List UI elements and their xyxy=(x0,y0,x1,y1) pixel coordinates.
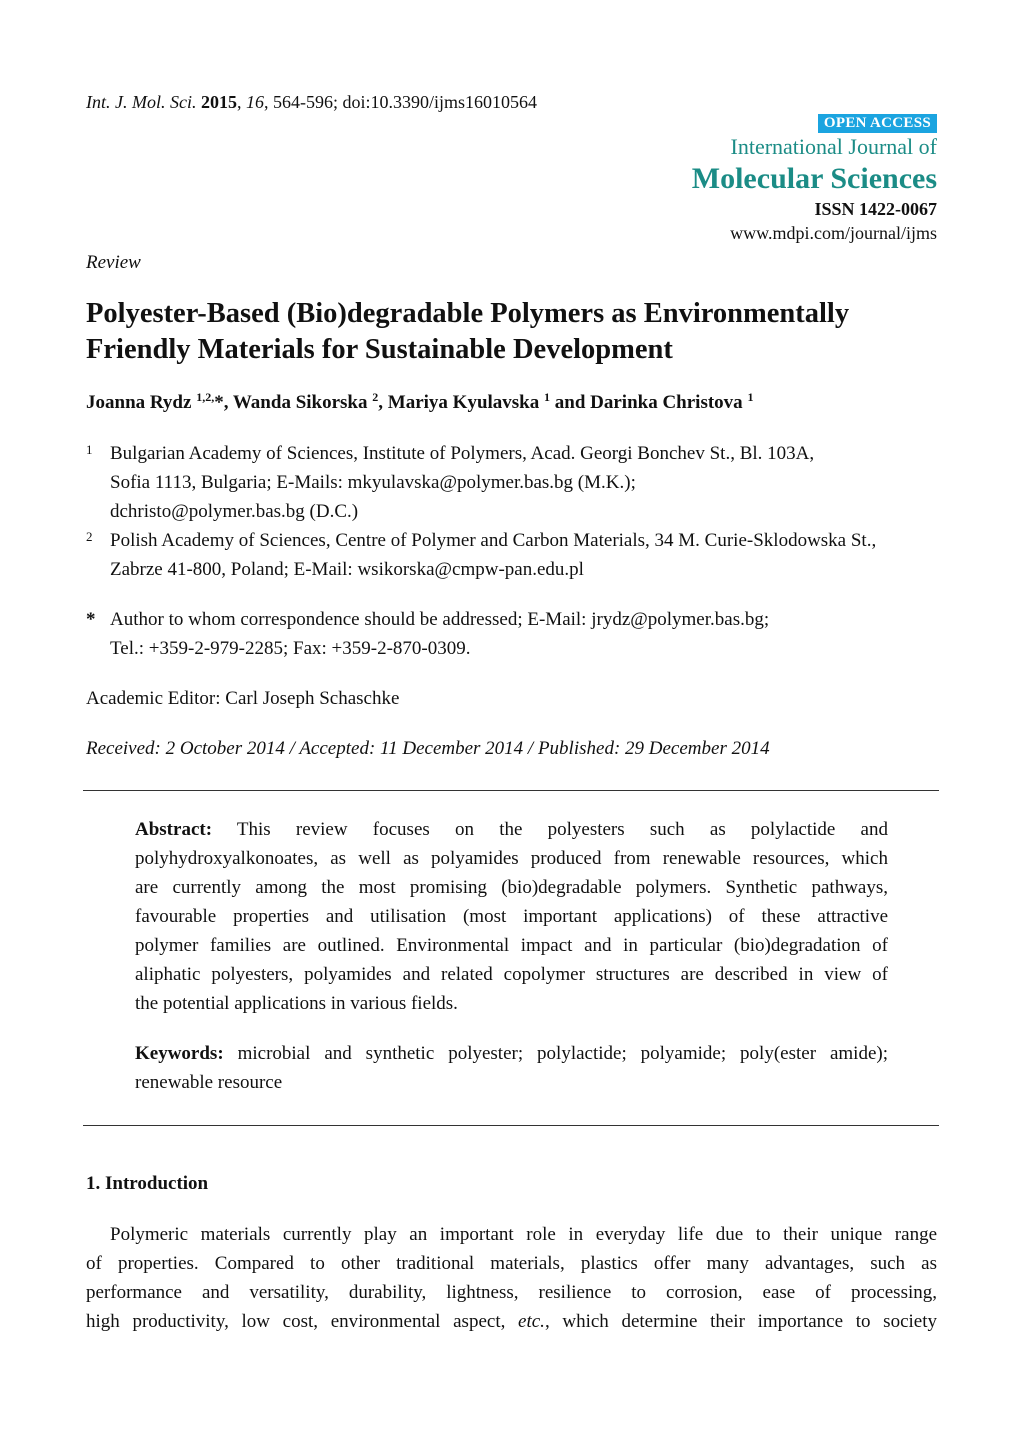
publication-dates: Received: 2 October 2014 / Accepted: 11 December 2014 / Published: 29 December 2014 xyxy=(86,738,770,759)
journal-abbrev: Int. J. Mol. Sci. xyxy=(86,92,197,112)
affiliation-mark: 1 xyxy=(86,442,93,457)
issn: ISSN 1422-0067 xyxy=(814,199,937,219)
text: , which determine their importance to society xyxy=(544,1311,937,1332)
abstract-label: Abstract: xyxy=(135,819,213,840)
citation-year: 2015 xyxy=(200,92,237,112)
author-affil: 1 xyxy=(544,390,550,404)
correspondence-line: Author to whom correspondence should be addressed; E-Mail: jrydz@polymer.bas.bg; xyxy=(110,609,770,630)
affiliation-1 xyxy=(86,439,938,526)
keywords-label: Keywords: xyxy=(135,1043,224,1064)
journal-url[interactable]: www.mdpi.com/journal/ijms xyxy=(730,223,937,243)
separator: , xyxy=(378,392,388,413)
abstract-line: polyhydroxyalkonoates, as well as polyamides produced from renewable resources, which xyxy=(135,848,888,869)
separator: , xyxy=(223,392,233,413)
author-affil: 1,2, xyxy=(196,390,215,404)
correspondence-line: Tel.: +359-2-979-2285; Fax: +359-2-870-0309. xyxy=(110,638,471,659)
divider xyxy=(83,790,939,791)
abstract xyxy=(135,815,888,1018)
text: high productivity, low cost, environmental aspect, xyxy=(86,1311,519,1332)
abstract-text: This review focuses on the polyesters such as polylactide and xyxy=(212,819,888,840)
corresponding-mark: * xyxy=(214,392,224,413)
correspondence xyxy=(86,605,938,663)
title-line: Polyester-Based (Bio)degradable Polymers as Environmentally xyxy=(86,298,850,329)
paragraph-line: Polymeric materials currently play an important role in everyday life due to their unique range xyxy=(110,1224,937,1245)
keywords-line xyxy=(135,1039,888,1068)
introduction-paragraph xyxy=(86,1220,937,1336)
author: Wanda Sikorska xyxy=(232,392,368,413)
academic-editor: Academic Editor: Carl Joseph Schaschke xyxy=(86,688,400,709)
author: Darinka Christova xyxy=(590,392,743,413)
affiliation-line: Sofia 1113, Bulgaria; E-Mails: mkyulavska@polymer.bas.bg (M.K.); xyxy=(110,472,636,493)
abstract-line: favourable properties and utilisation (most important applications) of these attractive xyxy=(135,906,888,927)
abstract-line: the potential applications in various fields. xyxy=(135,993,458,1014)
author: Mariya Kyulavska xyxy=(387,392,540,413)
affiliation-line: dchristo@polymer.bas.bg (D.C.) xyxy=(110,501,359,522)
keywords xyxy=(135,1039,888,1097)
divider xyxy=(83,1125,939,1126)
affiliation-line: Zabrze 41-800, Poland; E-Mail: wsikorska@cmpw-pan.edu.pl xyxy=(110,559,584,580)
abstract-line: are currently among the most promising (bio)degradable polymers. Synthetic pathways, xyxy=(135,877,888,898)
journal-name-line2: Molecular Sciences xyxy=(691,162,937,195)
title-line: Friendly Materials for Sustainable Development xyxy=(86,334,673,365)
paragraph-line: performance and versatility, durability, lightness, resilience to corrosion, ease of processing, xyxy=(86,1282,937,1303)
abstract-line xyxy=(135,815,888,844)
text-italic: etc. xyxy=(518,1311,545,1332)
open-access-badge: OPEN ACCESS xyxy=(818,114,937,133)
author-affil: 1 xyxy=(747,390,754,404)
separator: and xyxy=(550,392,591,413)
section-heading: 1. Introduction xyxy=(86,1173,209,1194)
keywords-line: renewable resource xyxy=(135,1072,283,1093)
author: Joanna Rydz xyxy=(86,392,192,413)
paragraph-line xyxy=(86,1307,937,1336)
journal-name-line1: International Journal of xyxy=(730,134,937,159)
author-list xyxy=(86,392,753,414)
paper-title xyxy=(86,296,946,368)
citation-line: Int. J. Mol. Sci. 2015, 16, 564-596; doi:10.3390/ijms16010564 xyxy=(86,92,537,112)
abstract-line: polymer families are outlined. Environmental impact and in particular (bio)degradation of xyxy=(135,935,888,956)
citation-pages-doi: , 564-596; doi:10.3390/ijms16010564 xyxy=(263,92,537,112)
article-type: Review xyxy=(86,252,141,273)
author-affil: 2 xyxy=(372,390,379,404)
paragraph-line: of properties. Compared to other traditional materials, plastics offer many advantages, such as xyxy=(86,1253,937,1274)
keywords-text: microbial and synthetic polyester; polylactide; polyamide; poly(ester amide); xyxy=(223,1043,888,1064)
citation-volume: 16 xyxy=(245,92,264,112)
affiliation-2 xyxy=(86,526,938,584)
affiliation-line: Polish Academy of Sciences, Centre of Polymer and Carbon Materials, 34 M. Curie-Sklodowska St., xyxy=(110,530,877,551)
journal-masthead xyxy=(692,114,937,245)
correspondence-mark: * xyxy=(86,609,96,630)
affiliation-line: Bulgarian Academy of Sciences, Institute of Polymers, Acad. Georgi Bonchev St., Bl. 103A, xyxy=(110,443,815,464)
affiliation-mark: 2 xyxy=(86,529,93,544)
abstract-line: aliphatic polyesters, polyamides and related copolymer structures are described in view of xyxy=(135,964,888,985)
